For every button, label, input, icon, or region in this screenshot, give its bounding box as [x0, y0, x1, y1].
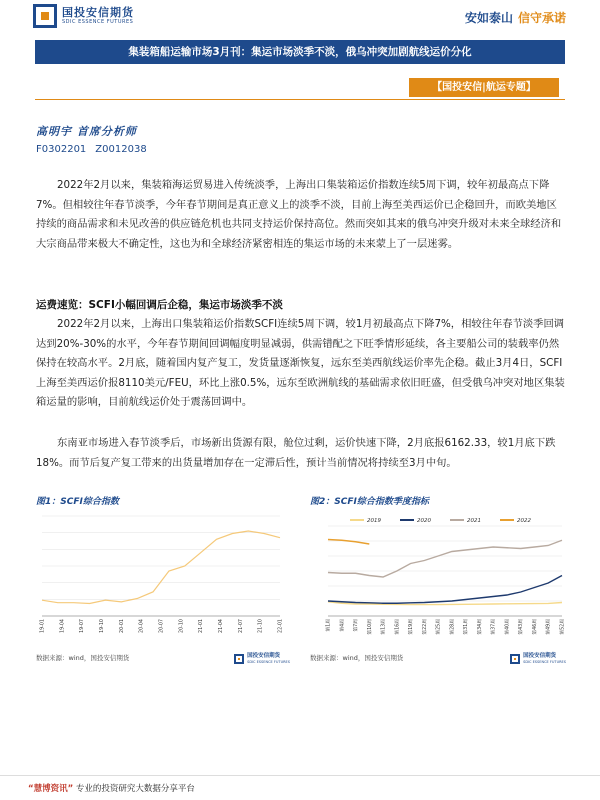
paragraph-southeast-asia: 东南亚市场进入春节淡季后，市场新出货源有限，舱位过剩，运价快速下降，2月底报6162.33，较1月底下跌18%。而节后复产复工带来的出货量增加存在一定滞后性，预计当前情况将持续至3月中旬。 — [36, 437, 556, 469]
legend-label: 2022 — [517, 518, 531, 524]
x-tick-label: 第4周 — [340, 619, 346, 632]
figure-2 — [310, 494, 566, 664]
x-tick-label: 第49周 — [546, 619, 552, 635]
series-line-2021 — [328, 540, 562, 577]
author-line: 高明宇 首席分析师 — [36, 125, 137, 138]
x-tick-label: 第34周 — [477, 619, 483, 635]
x-tick-label: 20-01 — [119, 619, 125, 633]
legend-label: 2019 — [367, 518, 381, 524]
paragraph-intro: 2022年2月以来，集装箱海运贸易进入传统淡季，上海出口集装箱运价指数连续5周下调，较年初最高点下降7%。但相较往年春节淡季，今年春节期间是真正意义上的淡季不淡，目前上海至美西运价已企稳回升，而欧美地区持续的商品需求和未见改善的供应链危机也共同支持运价保持高位。然而突如其来的俄乌冲突升级对未来全球经济和大宗商品带来极大不确定性，这也为和全球经济紧密相连的集运市场的未来蒙上了一层迷雾。 — [36, 179, 562, 250]
figure-logo — [510, 653, 566, 664]
x-tick-label: 19-07 — [80, 619, 86, 633]
x-tick-label: 第22周 — [422, 619, 428, 635]
x-tick-label: 第43周 — [519, 619, 525, 635]
x-tick-label: 第40周 — [505, 619, 511, 635]
legend-label: 2020 — [417, 518, 431, 524]
divider — [35, 99, 565, 100]
x-tick-label: 第10周 — [367, 619, 373, 635]
figure-logo-en: SDIC ESSENCE FUTURES — [523, 660, 566, 664]
x-tick-label: 第52周 — [560, 619, 566, 635]
x-tick-label: 20-04 — [139, 619, 145, 633]
logo-mark-icon — [510, 654, 520, 664]
figure-title: 图2：SCFI综合指数季度指标 — [310, 497, 429, 507]
logo-mark-icon — [234, 654, 244, 664]
analyst-code: Z0012038 — [95, 144, 147, 155]
page-header — [0, 0, 600, 36]
logo-mark-icon — [33, 4, 57, 28]
series-line-2022 — [328, 540, 369, 545]
x-tick-label: 19-01 — [40, 619, 46, 633]
scfi-seasonal-chart — [310, 508, 566, 648]
slogan-part-2: 信守承诺 — [517, 11, 566, 25]
x-tick-label: 21-07 — [238, 619, 244, 633]
x-tick-label: 第28周 — [450, 619, 456, 635]
x-tick-label: 19-10 — [100, 619, 105, 633]
analyst-codes — [36, 144, 147, 155]
slogan-part-1: 安如泰山 — [464, 11, 513, 25]
analyst-code: F0302201 — [36, 144, 87, 155]
x-tick-label: 第16周 — [395, 619, 401, 635]
page-footer — [28, 782, 195, 794]
logo-name-en: SDIC ESSENCE FUTURES — [62, 19, 134, 25]
legend-label: 2021 — [467, 518, 481, 524]
figure-title: 图1：SCFI综合指数 — [36, 497, 119, 507]
x-tick-label: 第31周 — [464, 619, 470, 635]
x-tick-label: 第25周 — [436, 619, 442, 635]
footer-text: 专业的投资研究大数据分享平台 — [73, 784, 195, 794]
figure-logo — [234, 653, 290, 664]
report-tag: 【国投安信|航运专题】 — [409, 78, 559, 97]
x-tick-label: 22-01 — [278, 619, 284, 633]
series-line — [42, 531, 280, 604]
figure-source: 数据来源：wind，国投安信期货 — [36, 654, 130, 662]
series-line-2020 — [328, 576, 562, 604]
x-tick-label: 第19周 — [409, 619, 415, 635]
figure-1 — [36, 494, 290, 664]
x-tick-label: 第1周 — [326, 619, 332, 632]
x-tick-label: 20-10 — [179, 619, 185, 633]
report-title: 集装箱船运输市场3月刊：集运市场淡季不淡，俄乌冲突加剧航线运价分化 — [35, 40, 565, 64]
x-tick-label: 第7周 — [354, 619, 360, 632]
footer-brand: “慧博资讯” — [28, 784, 74, 794]
x-tick-label: 第37周 — [491, 619, 497, 635]
slogan — [465, 9, 566, 26]
x-tick-label: 21-10 — [258, 619, 264, 633]
section-heading: 运费速览：SCFI小幅回调后企稳，集运市场淡季不淡 — [36, 299, 283, 311]
x-tick-label: 第46周 — [532, 619, 538, 635]
x-tick-label: 21-04 — [219, 619, 224, 633]
figure-source: 数据来源：wind，国投安信期货 — [310, 654, 404, 662]
company-logo — [33, 4, 134, 28]
x-tick-label: 20-07 — [159, 619, 165, 633]
figure-logo-cn: 国投安信期货 — [523, 653, 557, 659]
x-tick-label: 21-01 — [199, 619, 205, 633]
paragraph-freight: 2022年2月以来，上海出口集装箱运价指数SCFI连续5周下调，较1月初最高点下降7%，相较往年春节淡季回调达到20%-30%的水平，今年春节期间回调幅度明显减弱，供需错配之下旺季情形延续，各主要船公司的装载率仍然保持在较高水平。2月底，随着国内复产复工，发货量逐渐恢复，远东至美西航线运价率先企稳。截止3月4日，SCFI上海至美西运价报8110美元/FEU，环比上涨0.5%，远东至欧洲航线的基础需求依旧旺盛，但受俄乌冲突对地区集装箱运量的影响，目前航线运价处于震荡回调中。 — [36, 318, 565, 409]
x-tick-label: 第13周 — [381, 619, 387, 635]
figure-logo-cn: 国投安信期货 — [247, 653, 281, 659]
footer-divider — [0, 775, 600, 776]
x-tick-label: 19-04 — [60, 619, 66, 633]
figure-logo-en: SDIC ESSENCE FUTURES — [247, 660, 290, 664]
scfi-composite-chart — [36, 508, 290, 648]
logo-name-cn: 国投安信期货 — [62, 6, 134, 19]
